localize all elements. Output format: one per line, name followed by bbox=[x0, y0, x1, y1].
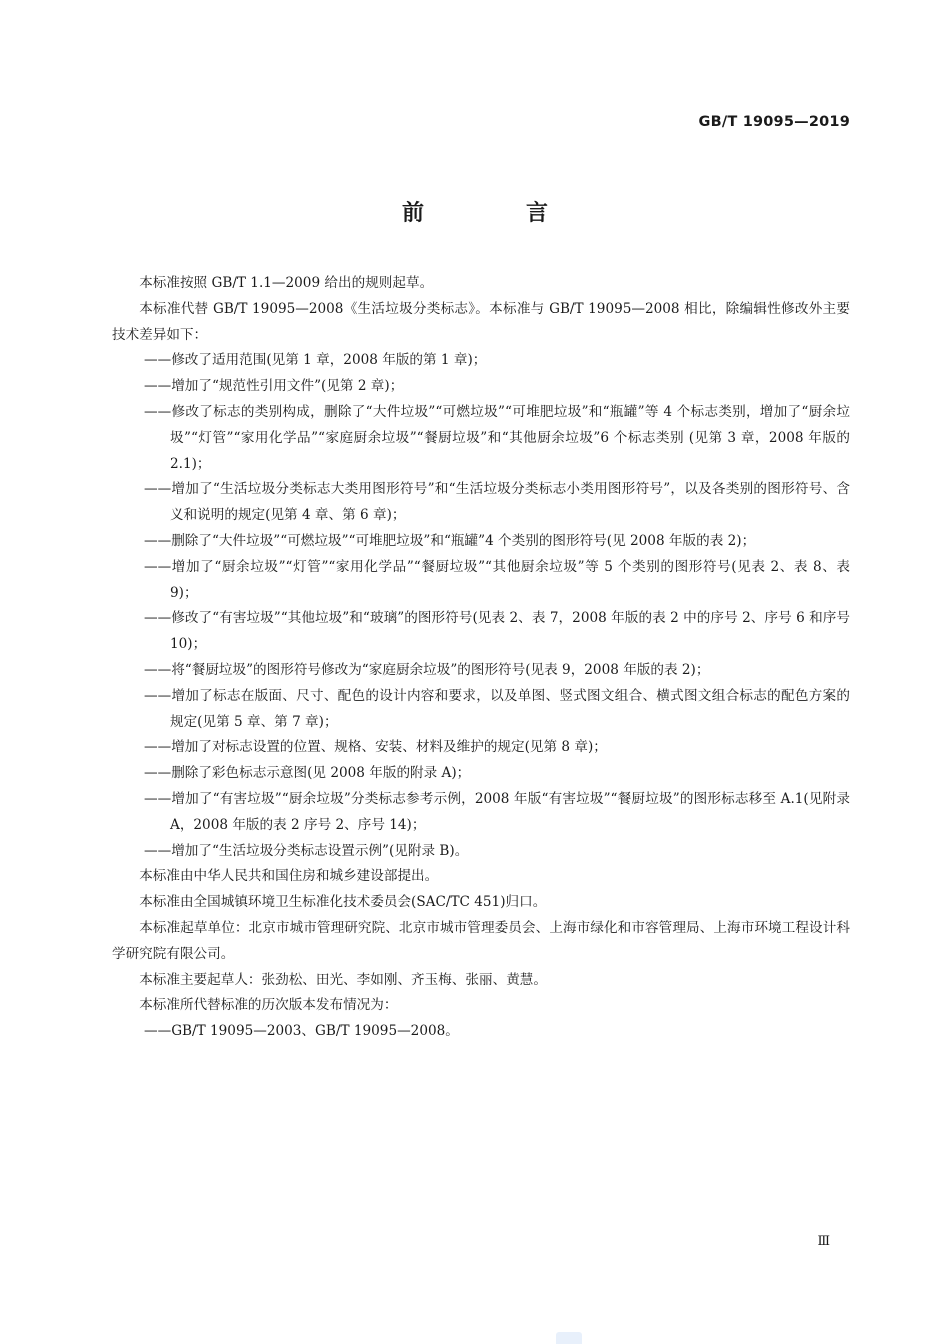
paragraph: 本标准起草单位：北京市城市管理研究院、北京市城市管理委员会、上海市绿化和市容管理局、上海市环境工程设计科学研究院有限公司。 bbox=[112, 919, 850, 962]
paragraph: 本标准按照 GB/T 1.1—2009 给出的规则起草。 bbox=[139, 275, 434, 291]
list-item: ——将“餐厨垃圾”的图形符号修改为“家庭厨余垃圾”的图形符号(见表 9，2008 年版的表 2)； bbox=[144, 661, 710, 678]
list-item: ——GB/T 19095—2003、GB/T 19095—2008。 bbox=[144, 1023, 459, 1040]
paragraph: 本标准由全国城镇环境卫生标准化技术委员会(SAC/TC 451)归口。 bbox=[139, 894, 547, 911]
list-item: ——删除了彩色标志示意图(见 2008 年版的附录 A)； bbox=[144, 765, 471, 782]
list-item: ——增加了“规范性引用文件”(见第 2 章)； bbox=[144, 378, 404, 395]
watermark-stamp-icon bbox=[556, 1332, 582, 1344]
list-item: ——增加了“生活垃圾分类标志设置示例”(见附录 B)。 bbox=[144, 842, 469, 859]
list-item: ——修改了标志的类别构成，删除了“大件垃圾”“可燃垃圾”“可堆肥垃圾”和“瓶罐”等 4 个标志类别，增加了“厨余垃圾”“灯管”“家用化学品”“家庭厨余垃圾”“餐厨垃圾”和“其他厨余垃圾”6 个标志类别 (见第 3 章，2008 年版的 2.1)； bbox=[144, 403, 850, 472]
paragraph: 本标准代替 GB/T 19095—2008《生活垃圾分类标志》。本标准与 GB/T 19095—2008 相比，除编辑性修改外主要技术差异如下： bbox=[112, 300, 850, 343]
page-title: 前 言 bbox=[401, 201, 588, 226]
list-item: ——增加了对标志设置的位置、规格、安装、材料及维护的规定(见第 8 章)； bbox=[144, 739, 607, 756]
document-body bbox=[112, 271, 850, 1045]
list-item: ——修改了适用范围(见第 1 章，2008 年版的第 1 章)； bbox=[144, 352, 487, 369]
list-item: ——增加了“有害垃圾”“厨余垃圾”分类标志参考示例，2008 年版“有害垃圾”“餐厨垃圾”的图形标志移至 A.1(见附录 A，2008 年版的表 2 序号 2、序号 14)； bbox=[144, 790, 850, 833]
standard-number: GB/T 19095—2019 bbox=[698, 114, 850, 130]
list-item: ——增加了标志在版面、尺寸、配色的设计内容和要求，以及单图、竖式图文组合、横式图文组合标志的配色方案的规定(见第 5 章、第 7 章)； bbox=[144, 687, 850, 730]
list-item: ——增加了“厨余垃圾”“灯管”“家用化学品”“餐厨垃圾”“其他厨余垃圾”等 5 个类别的图形符号(见表 2、表 8、表 9)； bbox=[144, 558, 850, 601]
list-item: ——删除了“大件垃圾”“可燃垃圾”“可堆肥垃圾”和“瓶罐”4 个类别的图形符号(见 2008 年版的表 2)； bbox=[144, 532, 756, 549]
paragraph: 本标准由中华人民共和国住房和城乡建设部提出。 bbox=[139, 868, 439, 885]
paragraph: 本标准所代替标准的历次版本发布情况为： bbox=[139, 997, 398, 1014]
list-item: ——修改了“有害垃圾”“其他垃圾”和“玻璃”的图形符号(见表 2、表 7，2008 年版的表 2 中的序号 2、序号 6 和序号 10)； bbox=[144, 610, 850, 653]
paragraph: 本标准主要起草人：张劲松、田光、李如刚、齐玉梅、张丽、黄慧。 bbox=[139, 971, 547, 988]
list-item: ——增加了“生活垃圾分类标志大类用图形符号”和“生活垃圾分类标志小类用图形符号”，以及各类别的图形符号、含义和说明的规定(见第 4 章、第 6 章)； bbox=[144, 481, 850, 524]
page-number: Ⅲ bbox=[817, 1234, 830, 1249]
